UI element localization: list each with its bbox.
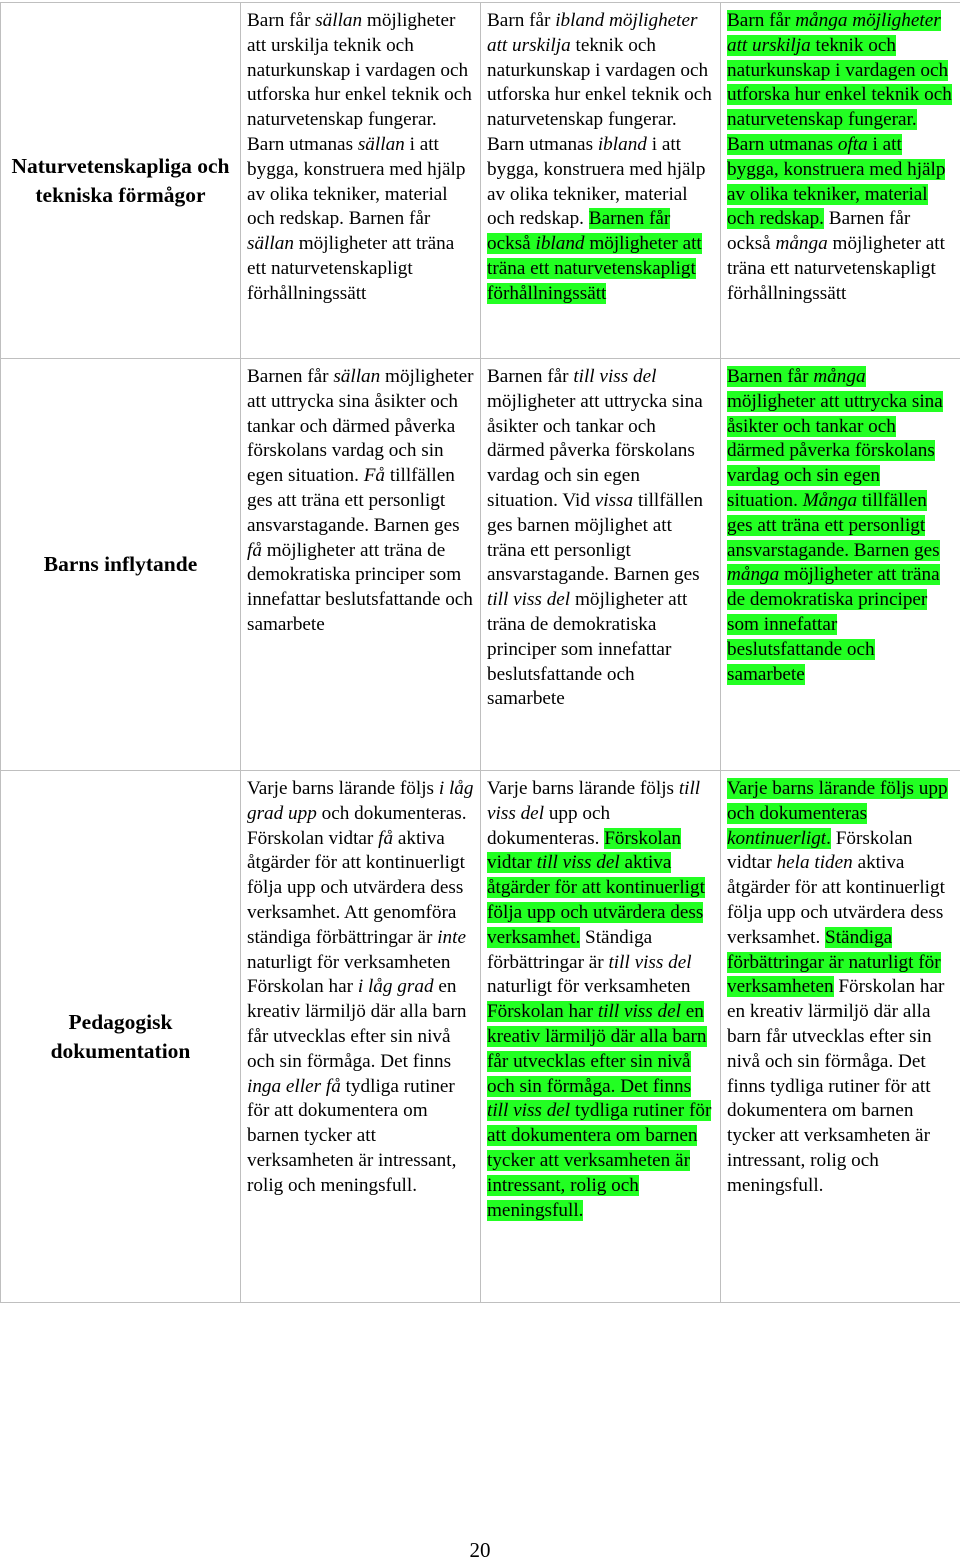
cell-text-segment: naturligt för verksamheten [487, 976, 691, 997]
cell-text-segment: Många [803, 490, 857, 511]
cell-text-segment: möjligheter att uttrycka sina åsikter och tankar och därmed påverka förskolans vardag och sin egen situation. Vid [487, 391, 703, 511]
cell-text-segment: i låg grad [358, 976, 434, 997]
cell-text-segment: ofta [838, 134, 868, 155]
cell-text-segment: sällan [247, 233, 294, 254]
level-medium-cell [481, 771, 721, 1303]
cell-text-segment: till viss del [598, 1001, 681, 1022]
cell-text-segment: många [775, 233, 827, 254]
cell-text-segment: teknik och naturkunskap i vardagen och utforska hur enkel teknik och naturvetenskap fungerar. Barn utmanas [487, 35, 712, 155]
cell-text-segment: i att bygga, konstruera med hjälp av olika tekniker, material och redskap. [487, 134, 705, 229]
cell-text-segment: sällan [358, 134, 405, 155]
cell-text-segment: till viss del [608, 952, 691, 973]
level-medium-cell [481, 359, 721, 771]
cell-text-segment: Barnen får [727, 366, 813, 387]
cell-text-segment: möjligheter att träna de demokratiska principer som innefattar beslutsfattande och samarbete [727, 564, 940, 684]
cell-text-segment: aktiva åtgärder för att kontinuerligt följa upp och utvärdera dess verksamhet. [727, 852, 945, 947]
row-heading-influence: Barns inflytande [1, 359, 241, 771]
cell-text-segment: Barn får [247, 10, 315, 31]
rubric-row-influence [1, 359, 960, 771]
rubric-row-documentation [1, 771, 960, 1303]
cell-text-segment: möjligheter att träna de demokratiska principer som innefattar beslutsfattande och samarbete [247, 540, 473, 635]
cell-text-segment: Barn får [727, 10, 795, 31]
cell-text-segment: upp och dokumenteras. [487, 803, 610, 849]
level-medium-cell [481, 3, 721, 359]
cell-text-segment: aktiva åtgärder för att kontinuerligt följa upp och utvärdera dess verksamhet. Att genomföra ständiga förbättringar är [247, 828, 465, 948]
cell-text-segment: tillfällen ges barnen möjlighet att träna ett personligt ansvarstagande. Barnen ges [487, 490, 703, 585]
cell-text-segment: Förskolan vidtar [487, 828, 681, 874]
cell-text-segment: sällan [315, 10, 362, 31]
cell-text-segment: . [826, 828, 831, 849]
level-low-cell [241, 359, 481, 771]
cell-text-segment: naturligt för verksamheten Förskolan har [247, 952, 451, 998]
cell-text-segment: tydliga rutiner för att dokumentera om barnen tycker att verksamheten är intressant, rolig och meningsfull. [247, 1076, 456, 1196]
page-number: 20 [0, 1538, 960, 1563]
row-heading-documentation: Pedagogisk dokumentation [1, 771, 241, 1303]
cell-text-segment: Ständiga förbättringar är [487, 927, 652, 973]
cell-text-segment: i låg grad upp [247, 778, 473, 824]
cell-text-segment: inte [437, 927, 466, 948]
cell-text-segment: i att bygga, konstruera med hjälp av olika tekniker, material och redskap. Barnen får [247, 134, 465, 229]
cell-text-segment: vissa [595, 490, 633, 511]
level-high-cell [721, 3, 960, 359]
cell-text-segment: teknik och naturkunskap i vardagen och utforska hur enkel teknik och naturvetenskap fungerar. Barn utmanas [727, 35, 952, 155]
cell-text-segment: få [247, 540, 262, 561]
cell-text-segment: Ständiga förbättringar är naturligt för verksamheten [727, 927, 941, 998]
cell-text-segment: möjligheter att urskilja [727, 10, 941, 56]
cell-text-segment: tillfällen ges att träna ett personligt ansvarstagande. Barnen ges [247, 465, 460, 536]
cell-text-segment: många [813, 366, 865, 387]
cell-text-segment: möjligheter att träna ett naturvetenskapligt förhållningssätt [487, 233, 702, 304]
level-high-cell [721, 771, 960, 1303]
cell-text-segment: Barnen får [247, 366, 333, 387]
cell-text-segment: hela tiden [777, 852, 853, 873]
cell-text-segment: möjligheter att uttrycka sina åsikter och tankar och därmed påverka förskolans vardag och sin egen situation. [247, 366, 473, 486]
cell-text-segment: möjligheter att urskilja [487, 10, 698, 56]
assessment-rubric-table [0, 2, 960, 1303]
rubric-row-science [1, 3, 960, 359]
cell-text-segment: inga eller få [247, 1076, 341, 1097]
cell-text-segment: ibland [598, 134, 647, 155]
cell-text-segment: en kreativ lärmiljö där alla barn får utvecklas efter sin nivå och sin förmåga. Det finns [487, 1001, 707, 1096]
cell-text-segment: möjligheter att träna de demokratiska principer som innefattar beslutsfattande och samarbete [487, 589, 687, 709]
cell-text-segment: Förskolan har [487, 1001, 598, 1022]
cell-text-segment: Barn får [487, 10, 555, 31]
cell-text-segment: Få [364, 465, 385, 486]
cell-text-segment: till viss del [487, 778, 700, 824]
cell-text-segment: få [378, 828, 393, 849]
cell-text-segment: Varje barns lärande följs [487, 778, 679, 799]
cell-text-segment: många [727, 564, 779, 585]
row-heading-science: Naturvetenskapliga och tekniska förmågor [1, 3, 241, 359]
cell-text-segment: kontinuerligt [727, 828, 826, 849]
cell-text-segment: i att bygga, konstruera med hjälp av olika tekniker, material och redskap. [727, 134, 945, 229]
cell-text-segment: till viss del [537, 852, 620, 873]
cell-text-segment: ibland [555, 10, 604, 31]
cell-text-segment: Förskolan har en kreativ lärmiljö där alla barn får utvecklas efter sin nivå och sin förmåga. Det finns tydliga rutiner för att dokumentera om barnen tycker att verksamheten är intressant, rolig och meningsfull. [727, 976, 944, 1195]
cell-text-segment: Barnen får också [727, 208, 910, 254]
cell-text-segment: aktiva åtgärder för att kontinuerligt följa upp och utvärdera dess verksamhet. [487, 852, 705, 947]
cell-text-segment: möjligheter att uttrycka sina åsikter och tankar och därmed påverka förskolans vardag och sin egen situation. [727, 391, 943, 511]
cell-text-segment: Förskolan vidtar [727, 828, 912, 874]
cell-text-segment: många [795, 10, 847, 31]
level-high-cell [721, 359, 960, 771]
cell-text-segment: till viss del [487, 1100, 570, 1121]
cell-text-segment: ibland [535, 233, 584, 254]
cell-text-segment: till viss del [573, 366, 656, 387]
cell-text-segment: sällan [333, 366, 380, 387]
cell-text-segment: Barnen får [487, 366, 573, 387]
cell-text-segment: en kreativ lärmiljö där alla barn får utvecklas efter sin nivå och sin förmåga. Det finns [247, 976, 467, 1071]
cell-text-segment: Varje barns lärande följs [247, 778, 439, 799]
cell-text-segment: och dokumenteras. Förskolan vidtar [247, 803, 467, 849]
cell-text-segment: tydliga rutiner för att dokumentera om barnen tycker att verksamheten är intressant, rolig och meningsfull. [487, 1100, 711, 1220]
cell-text-segment: Barnen får också [487, 208, 670, 254]
cell-text-segment: till viss del [487, 589, 570, 610]
level-low-cell [241, 3, 481, 359]
cell-text-segment: möjligheter att urskilja teknik och naturkunskap i vardagen och utforska hur enkel teknik och naturvetenskap fungerar. Barn utmanas [247, 10, 472, 155]
cell-text-segment: möjligheter att träna ett naturvetenskapligt förhållningssätt [727, 233, 945, 304]
cell-text-segment: möjligheter att träna ett naturvetenskapligt förhållningssätt [247, 233, 454, 304]
cell-text-segment: Varje barns lärande följs upp och dokumenteras [727, 778, 948, 824]
level-low-cell [241, 771, 481, 1303]
cell-text-segment: tillfällen ges att träna ett personligt ansvarstagande. Barnen ges [727, 490, 940, 561]
